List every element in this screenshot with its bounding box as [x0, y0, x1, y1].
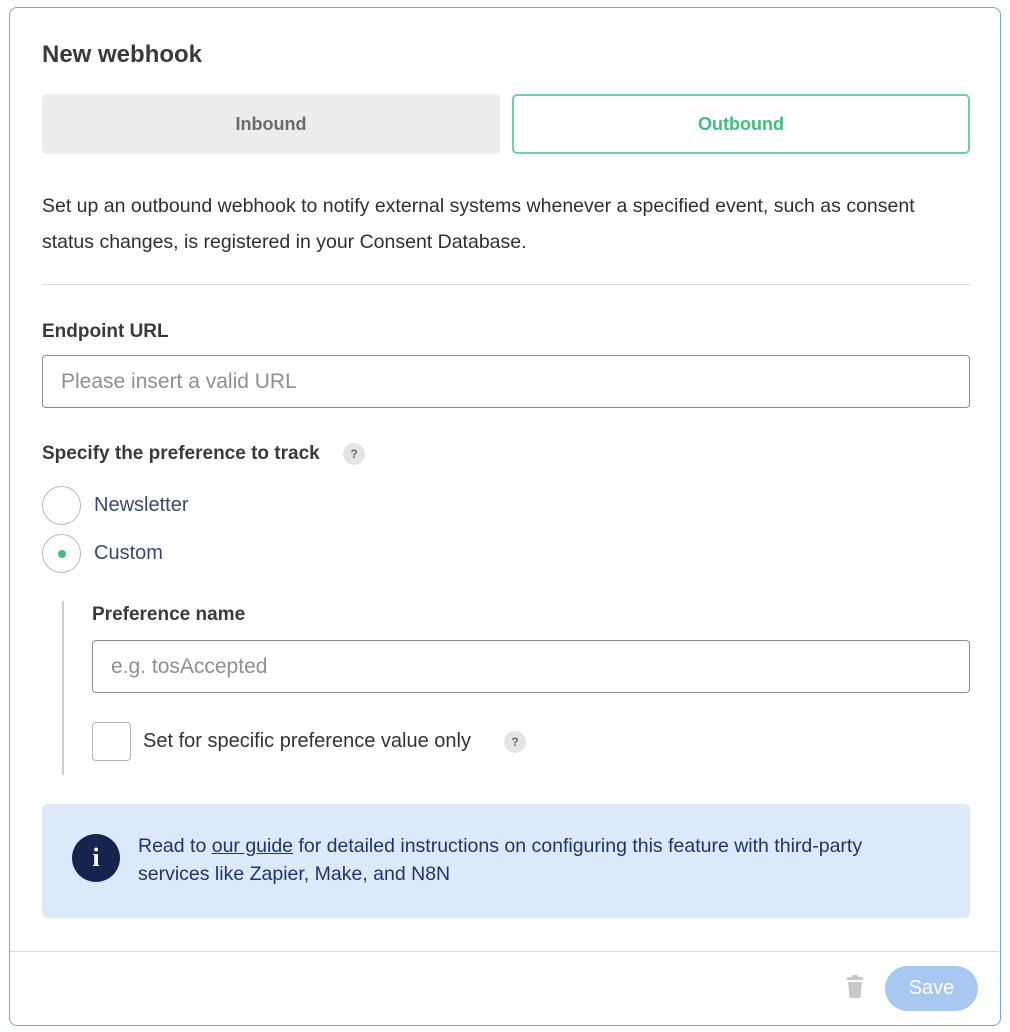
tab-inbound[interactable]: Inbound: [42, 94, 500, 154]
tab-outbound[interactable]: Outbound: [512, 94, 970, 154]
info-text-suffix: for detailed instructions on configuring this feature with third-party services like Zapier, Make, and N8N: [138, 835, 863, 885]
webhook-dialog: [9, 7, 1001, 1026]
guide-link[interactable]: our guide: [211, 835, 294, 857]
trash-icon[interactable]: [845, 975, 865, 999]
info-text-prefix: Read to: [138, 835, 212, 857]
description-text: Set up an outbound webhook to notify external systems whenever a specified event, such as consent status changes, is registered in your Consent Database.: [42, 195, 915, 253]
dialog-title: New webhook: [42, 41, 203, 68]
info-icon: i: [72, 834, 120, 882]
endpoint-url-input[interactable]: [42, 355, 970, 408]
indent-bar: [62, 601, 64, 775]
help-icon[interactable]: ?: [504, 731, 526, 753]
specific-value-checkbox[interactable]: [92, 722, 131, 761]
radio-newsletter-label[interactable]: Newsletter: [94, 494, 189, 516]
radio-selected-dot: [58, 550, 66, 558]
info-banner: [42, 804, 970, 918]
footer-divider: [10, 951, 999, 952]
endpoint-url-label: Endpoint URL: [42, 321, 169, 342]
info-text: [138, 832, 928, 888]
save-button[interactable]: Save: [885, 966, 978, 1011]
specific-value-label[interactable]: Set for specific preference value only: [143, 730, 471, 752]
radio-custom-label[interactable]: Custom: [94, 542, 163, 564]
radio-newsletter[interactable]: [42, 486, 81, 525]
preference-name-label: Preference name: [92, 604, 246, 625]
preference-name-input[interactable]: [92, 640, 970, 693]
radio-custom[interactable]: [42, 534, 81, 573]
help-icon[interactable]: ?: [343, 443, 365, 465]
preference-track-label: Specify the preference to track: [42, 443, 320, 464]
divider: [42, 284, 970, 285]
